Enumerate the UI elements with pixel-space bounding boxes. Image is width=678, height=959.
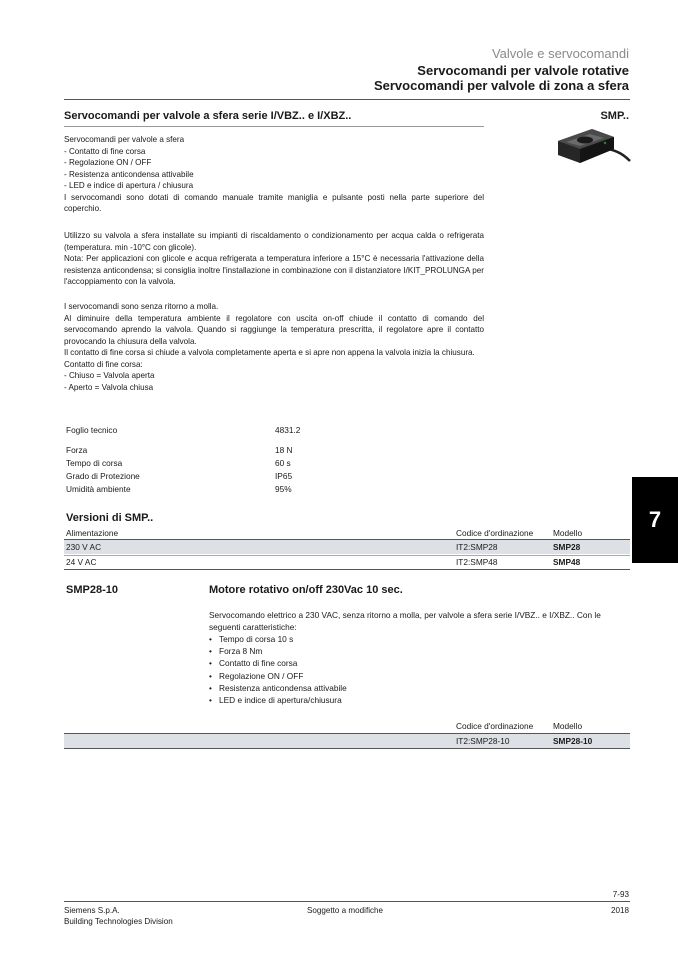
body-line: - LED e indice di apertura / chiusura (64, 181, 194, 190)
column-header-model: Modello (553, 528, 583, 538)
spec-table (66, 444, 293, 496)
body-line: - Resistenza anticondensa attivabile (64, 169, 194, 179)
spec-label: Forza (66, 445, 88, 455)
cell-supply: 230 V AC (66, 542, 102, 552)
list-item: • Tempo di corsa 10 s (209, 633, 347, 645)
page-title-line1: Servocomandi per valvole rotative (417, 63, 629, 78)
spec-label: Umidità ambiente (66, 484, 131, 494)
spec-row (66, 444, 293, 457)
description-block-3 (64, 301, 484, 393)
spec-label: Grado di Protezione (66, 471, 140, 481)
spec-row (66, 470, 293, 483)
spec-row (66, 457, 293, 470)
product-title: Motore rotativo on/off 230Vac 10 sec. (209, 584, 403, 596)
spec-value: IP65 (275, 471, 293, 481)
table-bottom-rule (64, 748, 630, 749)
spec-label: Tempo di corsa (66, 458, 123, 468)
column-header-order-code: Codice d'ordinazione (456, 528, 534, 538)
footer-divider (64, 901, 630, 902)
spec-label: Foglio tecnico (66, 425, 118, 435)
body-line: - Chiuso = Valvola aperta (64, 371, 155, 380)
product-code: SMP28-10 (66, 584, 118, 596)
table-bottom-rule (64, 569, 630, 570)
description-block-2 (64, 230, 484, 288)
body-line: I servocomandi sono senza ritorno a molla. (64, 302, 219, 311)
cell-model: SMP28 (553, 542, 581, 552)
list-item: • Forza 8 Nm (209, 645, 347, 657)
table-row (64, 555, 630, 569)
chapter-tab: 7 (632, 477, 678, 563)
body-line: Nota: Per applicazioni con glicole e acqua refrigerata a temperatura inferiore a 15°C è necessaria l'attivazione della resistenza anticondensa; si consiglia inoltre l'installazione in combinazione con il distanziatore I/KIT_PROLUNGA per l'accoppiamento con la valvola. (64, 254, 484, 286)
cell-model: SMP28-10 (553, 736, 593, 746)
list-item: • Regolazione ON / OFF (209, 670, 347, 682)
versions-title: Versioni di SMP.. (66, 512, 154, 524)
body-line: - Contatto di fine corsa (64, 146, 146, 156)
body-line: I servocomandi sono dotati di comando manuale tramite maniglia e pulsante posti nella parte superiore del coperchio. (64, 192, 484, 213)
cell-order-code: IT2:SMP48 (456, 557, 498, 567)
body-line: Utilizzo su valvola a sfera installate su impianti di riscaldamento o condizionamento per acqua calda o refrigerata (temperatura. min -10°C con glicole). (64, 231, 484, 252)
section-underline (64, 126, 484, 127)
notice-text: Soggetto a modifiche (307, 906, 384, 915)
table-row (64, 540, 630, 554)
spec-value: 18 N (275, 445, 293, 455)
feature-list (209, 633, 347, 706)
spec-value: 60 s (275, 458, 291, 468)
division-name: Building Technologies Division (64, 917, 173, 926)
body-line: Contatto di fine corsa: (64, 359, 143, 369)
body-line: - Aperto = Valvola chiusa (64, 382, 154, 392)
body-line: - Regolazione ON / OFF (64, 158, 152, 167)
list-item: • LED e indice di apertura/chiusura (209, 694, 347, 706)
actuator-product-image (548, 121, 632, 169)
spec-row (66, 483, 293, 496)
table-row (64, 734, 630, 748)
body-line: Il contatto di fine corsa si chiude a valvola completamente aperta e si apre non appena la valvola inizia la chiusura. (64, 348, 475, 357)
section-title: Servocomandi per valvole a sfera serie I/VBZ.. e I/XBZ.. (64, 110, 352, 122)
page-number: 7-93 (612, 890, 629, 899)
category-title: Valvole e servocomandi (491, 46, 629, 61)
section-code: SMP.. (600, 110, 629, 122)
product-description: Servocomando elettrico a 230 VAC, senza ritorno a molla, per valvole a sfera serie I/VBZ.. e I/XBZ.. Con le seguenti caratteristiche: (209, 610, 601, 633)
description-block-1 (64, 134, 484, 215)
column-header-model: Modello (553, 721, 583, 731)
page-title-line2: Servocomandi per valvole di zona a sfera (373, 78, 629, 93)
cell-model: SMP48 (553, 557, 581, 567)
body-line: Al diminuire della temperatura ambiente il regolatore con uscita on-off chiude il contatto di comando del servocomando aprendo la valvola. Quando si raggiunge la temperatura prescritta, il regolatore apre il contatto provocando la chiusura della valvola. (64, 313, 484, 346)
cell-order-code: IT2:SMP28 (456, 542, 498, 552)
list-item: • Contatto di fine corsa (209, 657, 347, 669)
cell-order-code: IT2:SMP28-10 (456, 736, 510, 746)
spec-value: 4831.2 (275, 425, 301, 435)
header-divider (64, 99, 630, 100)
list-item: • Resistenza anticondensa attivabile (209, 682, 347, 694)
column-header-order-code: Codice d'ordinazione (456, 721, 534, 731)
body-line: Servocomandi per valvole a sfera (64, 135, 185, 144)
company-name: Siemens S.p.A. (64, 906, 120, 915)
datasheet-row (66, 424, 300, 437)
cell-supply: 24 V AC (66, 557, 97, 567)
year: 2018 (610, 906, 629, 915)
column-header-supply: Alimentazione (66, 528, 119, 538)
spec-value: 95% (275, 484, 292, 494)
